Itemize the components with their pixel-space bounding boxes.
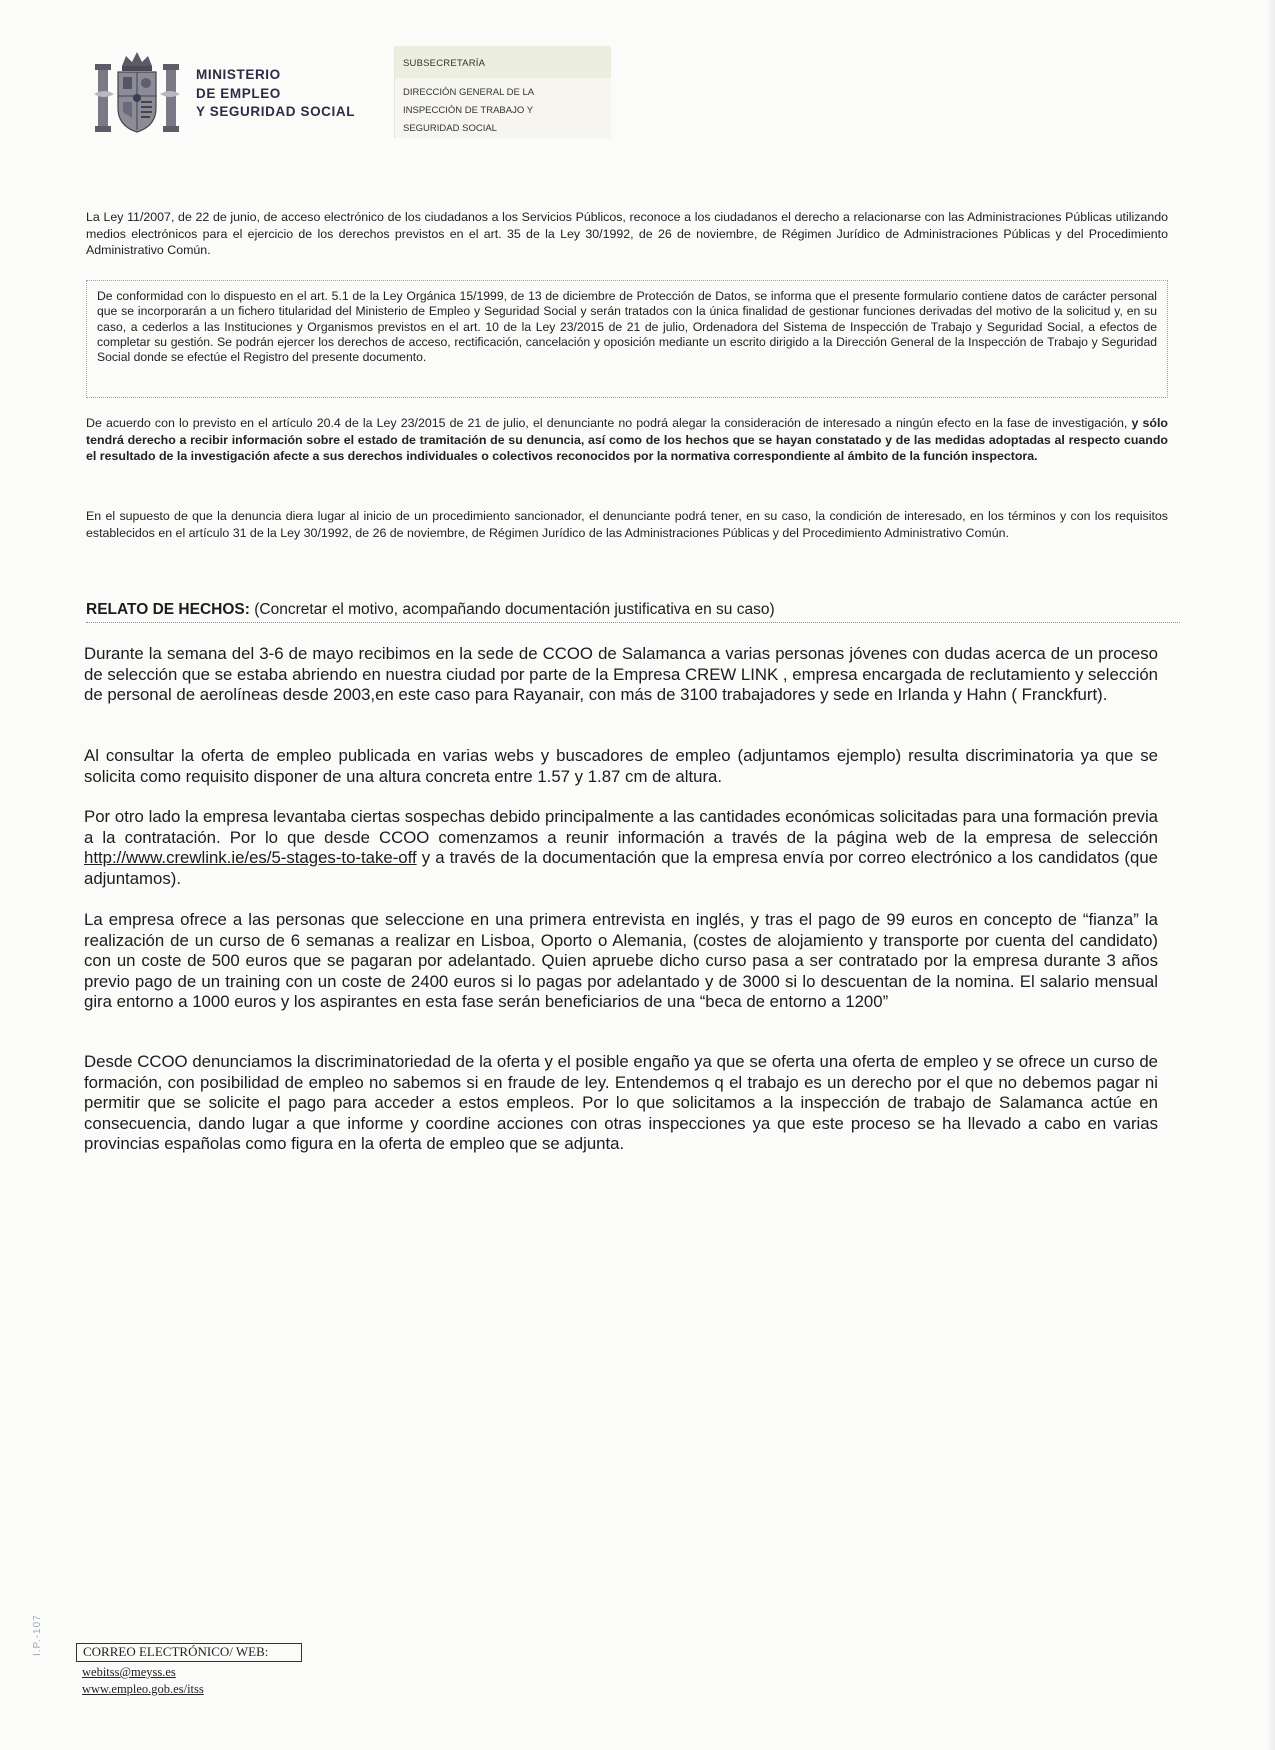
- sanction-paragraph: En el supuesto de que la denuncia diera lugar al inicio de un procedimiento sancionador, el denunciante podrá tener, en su caso, la condición de interesado, en los términos y con los requisitos establecidos en el artículo 31 de la Ley 30/1992, de 26 de noviembre, de Régimen Jurídico de las Administraciones Públicas y del Procedimiento Administrativo Común.: [86, 509, 1168, 540]
- article-text: De acuerdo con lo previsto en el artículo 20.4 de la Ley 23/2015 de 21 de julio, el denunciante no podrá alegar la consideración de interesado a ningún efecto en la fase de investigación,: [86, 416, 1132, 430]
- facts-paragraph-4: La empresa ofrece a las personas que seleccione en una primera entrevista en inglés, y tras el pago de 99 euros en concepto de “fianza” la realización de un curso de 6 semanas a realizar en Lisboa, Oporto o Alemania, (costes de alojamiento y transporte por cuenta del candidato) con un coste de 500 euros que se pagaran por adelantado. Quien apruebe dicho curso pasa a ser contratado por la empresa durante 3 años previo pago de un training con un coste de 2400 euros si lo pagas por adelantado y de 3000 si lo descuentan de la nomina. El salario mensual gira entorno a 1000 euros y los aspirantes en esta fase serán beneficiarios de una “beca de entorno a 1200”: [84, 910, 1158, 1011]
- direccion-line: DIRECCIÓN GENERAL DE LA: [403, 87, 535, 98]
- direccion-line: INSPECCIÓN DE TRABAJO Y: [403, 105, 534, 116]
- email-link[interactable]: webitss@meyss.es: [82, 1665, 176, 1679]
- facts-p3-text-end: y a través de la documentación que la empresa envía por correo electrónico a los candidatos (que adjuntamos).: [84, 848, 1158, 888]
- facts-paragraph-1: Durante la semana del 3-6 de mayo recibimos en la sede de CCOO de Salamanca a varias personas jóvenes con dudas acerca de un proceso de selección que se estaba abriendo en nuestra ciudad por parte de la Empresa CREW LINK , empresa encargada de reclutamiento y selección de personal de aerolíneas desde 2003,en este caso para Rayanair, con más de 3100 trabajadores y sede en Irlanda y Hahn ( Franckfurt).: [84, 644, 1158, 704]
- coat-of-arms-icon: [92, 50, 182, 136]
- facts-paragraph-3: [84, 807, 1158, 889]
- facts-paragraph-2: Al consultar la oferta de empleo publicada en varias webs y buscadores de empleo (adjuntamos ejemplo) resulta discriminatoria ya que se solicita como requisito disponer de una altura concreta entre 1.57 y 1.87 cm de altura.: [84, 746, 1158, 786]
- web-link[interactable]: www.empleo.gob.es/itss: [82, 1682, 204, 1696]
- ministry-line: Y SEGURIDAD SOCIAL: [196, 104, 356, 119]
- article-bold-text: y sólo tendrá derecho a recibir información sobre el estado de tramitación de su denuncia, así como de los hechos que se hayan constatado y de las medidas adoptadas al respecto cuando el resultado de la investigación afecte a sus derechos individuales o colectivos reconocidos por la normativa correspondiente al ámbito de la función inspectora.: [86, 416, 1168, 463]
- ministry-name: [196, 66, 396, 122]
- page-edge: [1267, 0, 1275, 1750]
- ministry-line: DE EMPLEO: [196, 85, 281, 101]
- direccion-general-label: [395, 78, 611, 138]
- ministry-header: [86, 46, 611, 140]
- relato-label: RELATO DE HECHOS:: [86, 601, 250, 618]
- direccion-line: SEGURIDAD SOCIAL: [403, 123, 497, 134]
- department-box: [394, 46, 611, 138]
- subsecretaria-label: SUBSECRETARÍA: [395, 46, 611, 78]
- notice-text: De conformidad con lo dispuesto en el art. 5.1 de la Ley Orgánica 15/1999, de 13 de diciembre de Protección de Datos, se informa que el presente formulario contiene datos de carácter personal que se incorporarán a un fichero titularidad del Ministerio de Empleo y Seguridad Social y serán tratados con la única finalidad de gestionar funciones derivadas del motivo de la solicitud y, en su caso, a cederlos a las Instituciones y Organismos previstos en el art. 10 de la Ley 23/2015 de 21 de julio, Ordenadora del Sistema de Inspección de Trabajo y Seguridad Social, a efectos de completar su gestión. Se podrán ejercer los derechos de acceso, rectificación, cancelación y oposición mediante un escrito dirigido a la Dirección General de la Inspección de Trabajo y Seguridad Social donde se efectúe el Registro del presente documento.: [97, 289, 1157, 365]
- data-protection-notice: [86, 280, 1168, 398]
- margin-stamp-area: [32, 1602, 46, 1658]
- facts-paragraph-5: Desde CCOO denunciamos la discriminatoriedad de la oferta y el posible engaño ya que se oferta una oferta de empleo y se ofrece un curso de formación, con posibilidad de empleo no sabemos si en fraude de ley. Entendemos q el trabajo es un derecho por el que no debemos pagar ni permitir que se solicite el pago para acceder a estos empleos. Por lo que solicitamos a la inspección de trabajo de Salamanca actúe en consecuencia, dando lugar a que informe y coordine acciones con otras inspecciones ya que este proceso se ha llevado a cabo en varias provincias españolas como figura en la oferta de empleo que se adjunta.: [84, 1052, 1158, 1153]
- relato-hint: (Concretar el motivo, acompañando documentación justificativa en su caso): [249, 601, 775, 618]
- intro-paragraph: La Ley 11/2007, de 22 de junio, de acceso electrónico de los ciudadanos a los Servicios Públicos, reconoce a los ciudadanos el derecho a relacionarse con las Administraciones Públicas utilizando medios electrónicos para el ejercicio de los derechos previstos en el art. 35 de la Ley 30/1992, de 26 de noviembre, de Régimen Jurídico de Administraciones Públicas y del Procedimiento Administrativo Común.: [86, 210, 1168, 257]
- ministry-line: MINISTERIO: [196, 67, 281, 82]
- contact-label: CORREO ELECTRÓNICO/ WEB:: [76, 1643, 302, 1662]
- crewlink-link[interactable]: http://www.crewlink.ie/es/5-stages-to-take-off: [84, 848, 417, 867]
- facts-p3-text: Por otro lado la empresa levantaba ciertas sospechas debido principalmente a las cantidades económicas solicitadas para una formación previa a la contratación. Por lo que desde CCOO comenzamos a reunir información a través de la página web de la empresa de selección: [84, 807, 1158, 847]
- form-code-stamp: I.P.-107: [32, 1614, 43, 1656]
- article-paragraph: [86, 415, 1168, 465]
- relato-heading: [86, 601, 1180, 623]
